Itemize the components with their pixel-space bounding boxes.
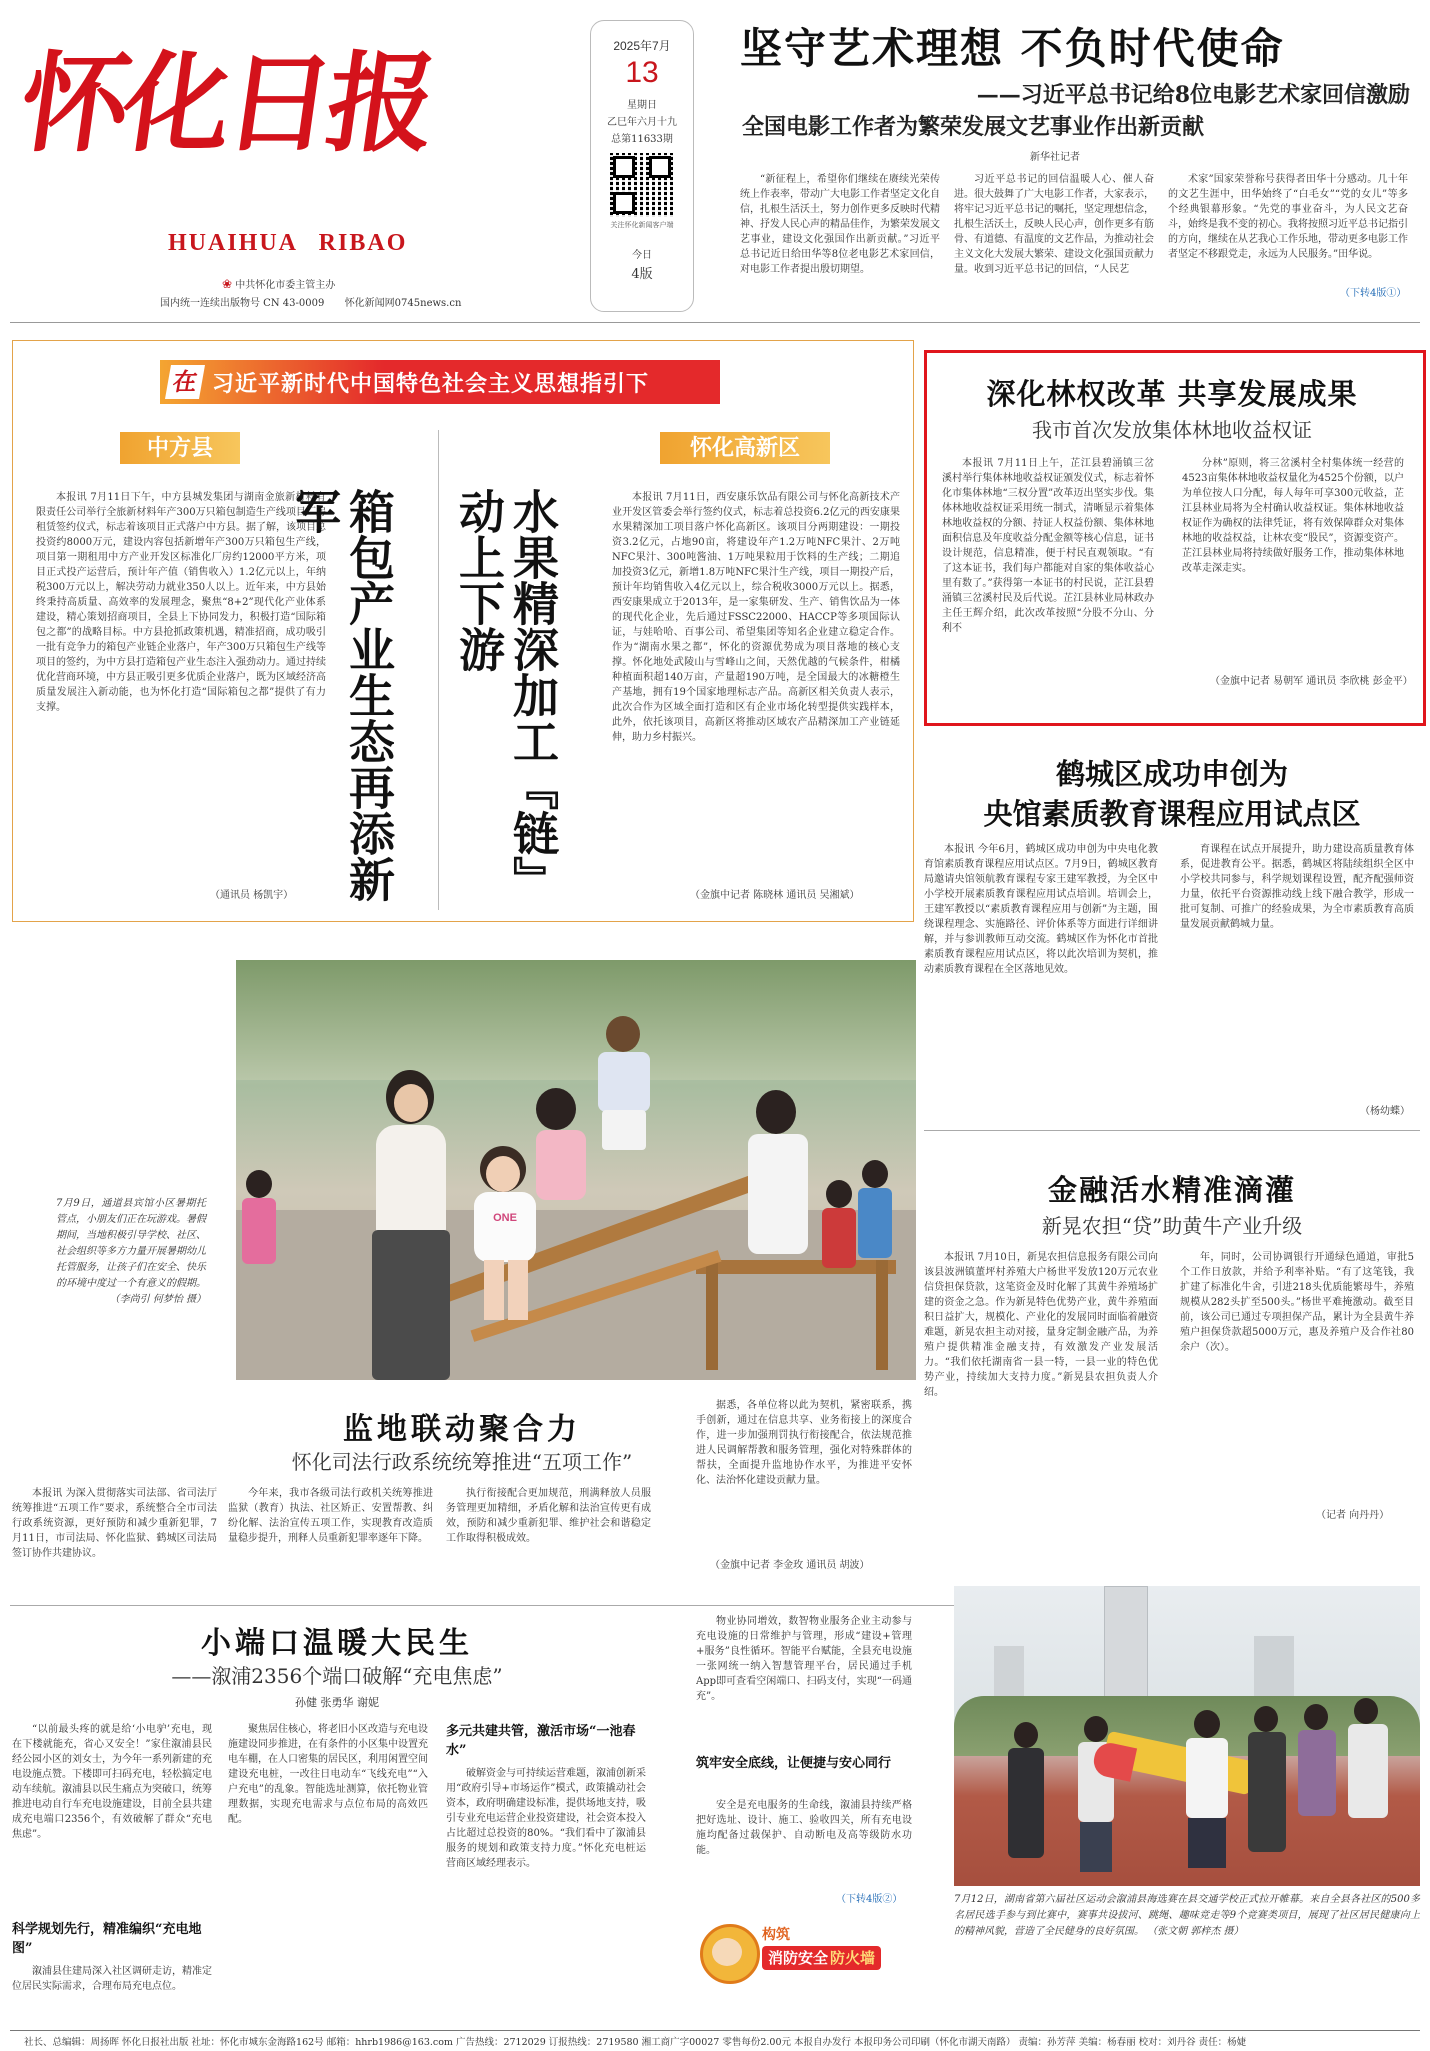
fire-logo-text-3: 防火墙 — [830, 1949, 876, 1967]
gaoxin-tag — [660, 432, 830, 464]
zhongfang-tag-label: 中方县 — [146, 435, 213, 461]
hecheng-col-2: 育课程在试点开展提升，助力建设高质量教育体系，促进教育公平。据悉，鹤城区将陆续组织全区中小学校共同参与，科学规划课程设置，配齐配强师资力量，依托平台资源推动线上线下融合教学，形成一批可复制、可推广的经验成果，为全市素质教育高质量发展贡献鹤城力量。 — [1180, 844, 1414, 930]
lead-subhead-2: 全国电影工作者为繁荣发展文艺事业作出新贡献 — [742, 114, 1205, 140]
photo-kids-playground — [236, 960, 916, 1380]
gaoxin-title: 水果精深加工『链』动上下游 — [452, 488, 560, 902]
xdk-col-4: 物业协同增效，数智物业服务企业主动参与充电设施的日常维护与管理，形成“建设+管理+服务”良性循环。智能平台赋能，全县充电设施一张网统一纳入智慧管理平台，居民通过手机App即可查看空闲端口、扫码支付，实现“一码通充”。 — [696, 1616, 912, 1702]
policy-divider — [438, 430, 439, 910]
xdk-section-2: 多元共建共管，激活市场“一池春水” — [446, 1724, 636, 1758]
page-count: 4版 — [631, 267, 653, 282]
xdk-sub: ——溆浦2356个端口破解“充电焦虑” — [171, 1664, 503, 1688]
banner-zai: 在 — [165, 365, 205, 399]
footer-text: 社长、总编辑：周扬晖 怀化日报社出版 社址：怀化市城东金海路162号 邮箱：hhrb1986@163.com 广告热线：2712029 订报热线：2719580 湘工商广字00027 零售每份2.00元 本报自办发行 本报印务公司印刷（怀化市湖天南路） 责编：孙芳萍 美编：杨春丽 校对：刘丹谷 责任：杨婕 — [24, 2037, 1247, 2048]
photo2-caption-text: 7月12日，湖南省第六届社区运动会溆浦县海选赛在县交通学校正式拉开帷幕。来自全县各社区的500多名居民选手参与到比赛中，赛事共设拔河、跳绳、趣味竞走等9个竞赛类项目，展现了社区居民健康向上的精神风貌，营造了全民健身的良好氛围。 — [954, 1894, 1420, 1937]
photo2-caption — [954, 1892, 1420, 1940]
jiandi-byline: （金旗中记者 李金玫 通讯员 胡波） — [710, 1560, 870, 1571]
date-box — [590, 20, 694, 312]
linquan-byline-text: （金旗中记者 易朝军 通讯员 李欣桃 彭金平） — [1210, 676, 1413, 687]
registration-line — [160, 294, 461, 309]
registration-number: 国内统一连续出版物号 CN 43-0009 — [160, 298, 325, 309]
logo-text: 怀化日报 — [12, 41, 439, 167]
date-day: 13 — [625, 56, 659, 89]
policy-banner — [160, 360, 720, 404]
zhongfang-tag — [120, 432, 240, 464]
sponsor-text: 中共怀化市委主管主办 — [235, 280, 336, 291]
jiandi-col-3: 执行衔接配合更加规范，刑满释放人员服务管理更加精细，矛盾化解和法治宣传更有成效，预防和减少重新犯罪、维护社会和谐稳定工作取得积极成效。 — [446, 1488, 651, 1544]
gaoxin-byline: （金旗中记者 陈晓林 通讯员 吴湘斌） — [690, 890, 860, 901]
shirt-print: ONE — [493, 1212, 517, 1224]
hecheng-headline-1: 鹤城区成功申创为 — [1055, 757, 1288, 791]
xdk-jump[interactable]: （下转4版②） — [836, 1894, 903, 1905]
xdk-headline: 小端口温暖大民生 — [201, 1626, 473, 1661]
lead-col-3: 术家”国家荣誉称号获得者田华十分感动。几十年的文艺生涯中，田华始终了“白毛女”“党的女儿”等多个经典银幕形象。“先党的事业奋斗，为人民文艺奋斗，始终是我不变的初心。我将按照习近平总书记指引的方向，继续在从艺我心工作乐地，带动更多电影工作者坚定不移跟党走，永远为人民服务。”田华说。 — [1168, 174, 1408, 260]
lead-col-1: “新征程上，希望你们继续在赓续光荣传统上作表率，带动广大电影工作者坚定文化自信，扎根生活沃土，努力创作更多反映时代精神、抒发人民心声的精品佳作，为繁荣发展文艺事业，建设文化强国作出新贡献。”习近平总书记近日给田华等8位老电影艺术家回信，对电影工作者提出殷切期望。 — [740, 174, 940, 275]
today-label: 今日 — [632, 250, 652, 261]
jinrong-headline: 金融活水精准滴灌 — [1047, 1173, 1296, 1207]
fire-logo-text-2: 消防安全 — [768, 1949, 829, 1967]
date-month: 2025年7月 — [613, 39, 671, 53]
sponsor-icon: ❀ — [222, 277, 233, 291]
xdk-col-1: “以前最头疼的就是给‘小电驴’充电，现在下楼就能充，省心又安全！”家住溆浦县民经公园小区的刘女士，为今年一系列新建的充电设施点赞。下楼即可扫码充电，轻松搞定电动车续航。溆浦县以民生痛点为突破口，统筹推进电动自行车充电设施建设，目前全县共建成充电端口2356个，有效破解了群众“充电焦虑”。 — [12, 1724, 212, 1840]
zhongfang-byline: （通讯员 杨凯宇） — [210, 890, 294, 901]
linquan-col-1: 本报讯 7月11日上午，芷江县碧涌镇三岔溪村举行集体林地收益权证颁发仪式，标志着怀化市集体林地“三权分置”改革迈出坚实步伐。集体林地收益权证采用统一制式，清晰显示着集体林地收益权的分额、持证人权益份额、集体林地面积信息及年度收益分配金额等核心信息，证书设计规范，信息精准，便于村民直观领取。“有了这本证书，我们每户都能对自家的集体收益心里有数了。”获得第一本证书的村民说，芷江县碧涌镇三岔溪村民及后代说。芷江县林业局林政办主任王辉介绍，此次改革按照“分股不分山、分利不 — [942, 458, 1154, 634]
linquan-sub: 我市首次发放集体林地收益权证 — [1032, 418, 1312, 442]
qr-caption: 关注怀化新闻客户端 — [610, 221, 674, 229]
jiandi-col-1: 本报讯 为深入贯彻落实司法部、省司法厅统筹推进“五项工作”要求，系统整合全市司法行政系统资源，更好预防和减少重新犯罪，7月11日，市司法局、怀化监狱、鹤城区司法局签订协作共建协议。 — [12, 1488, 217, 1559]
issue-number: 总第11633期 — [611, 134, 673, 145]
photo1-caption-text: 7月9日，通道县宾馆小区暑期托管点，小朋友们正在玩游戏。暑假期间，当地积极引导学校、社区、社会组织等多方力量开展暑期幼儿托管服务，让孩子们在安全、快乐的环境中度过一个有意义的假期。 — [56, 1198, 206, 1289]
divider-top — [10, 322, 1420, 323]
linquan-headline: 深化林权改革 共享发展成果 — [986, 377, 1358, 411]
photo1-credit: （李尚引 何梦怡 摄） — [109, 1294, 206, 1305]
linquan-col-2: 分林”原则，将三岔溪村全村集体统一经营的4523亩集体林地收益权量化为4525个份额，以户为单位按人口分配，每人每年可享300元收益，芷江县林业局将为全村确认收益权证。集体林地收益权证作为确权的法律凭证，将有效保障群众对集体林地的收益权益，让林农变“股民”，资源变资产。芷江县林业局将持续做好服务工作，推动集体林地改革走深走实。 — [1182, 458, 1404, 574]
xdk-col-2: 聚焦居住核心，将老旧小区改造与充电设施建设同步推进，在有条件的小区集中设置充电车棚，在人口密集的居民区，利用闲置空间建设充电桩，一改往日电动车“飞线充电”“入户充电”的乱象。智能选址测算，依托物业管理数据，实现充电需求与点位布局的高效匹配。 — [228, 1724, 428, 1825]
hecheng-col-1: 本报讯 今年6月，鹤城区成功申创为中央电化教育馆素质教育课程应用试点区。7月9日，鹤城区教育局邀请央馆领航教育课程专家王建军教授，为全区中小学校开展素质教育课程应用试点培训。培训会上，王建军教授以“素质教育课程应用与创新”为主题，围绕课程理念、实施路径、评价体系等方面进行详细讲解，并与参训教师互动交流。鹤城区作为怀化市首批素质教育课程应用试点区，将以此次培训为契机，推动素质教育课程在全区落地见效。 — [924, 844, 1158, 975]
hecheng-byline: （杨幼蝶） — [1360, 1106, 1410, 1117]
jinrong-sub: 新晃农担“贷”助黄牛产业升级 — [1041, 1214, 1303, 1238]
xdk-section-1: 科学规划先行，精准编织“充电地图” — [12, 1922, 202, 1956]
jiandi-col-2: 今年来，我市各级司法行政机关统筹推进监狱（教育）执法、社区矫正、安置帮教、纠纷化解、法治宣传五项工作，实现教育改造质量稳步提升，刑释人员重新犯罪率逐年下降。 — [228, 1488, 433, 1544]
weekday: 星期日 — [627, 100, 657, 111]
lead-headline: 坚守艺术理想 不负时代使命 — [740, 24, 1285, 73]
fire-safety-logo — [700, 1918, 910, 1988]
xdk-section-3: 筑牢安全底线，让便捷与安心同行 — [696, 1756, 892, 1771]
xdk-col-1b: 溆浦县住建局深入社区调研走访，精准定位居民实际需求，合理布局充电点位。 — [12, 1966, 212, 1992]
logo-pinyin: HUAIHUA RIBAO — [168, 230, 408, 256]
website: 怀化新闻网0745news.cn — [344, 298, 462, 309]
photo1-caption — [56, 1196, 206, 1308]
jinrong-col-1: 本报讯 7月10日，新晃农担信息报务有限公司向该县波洲镇董坪村养殖大户杨世平发放120万元农业信贷担保贷款，这笔资金及时化解了其黄牛养殖场扩建的资金之急。作为新晃特色优势产业，黄牛养殖面积日益扩大，规模化、产业化的发展同时面临着融资难题，新晃农担主动对接，量身定制金融产品，为养殖户提供精准金融支持，有效激发产业发展活力。“我们依托湖南省一县一特，一县一业的特色优势产业，持续加大支持力度。”新晃县农担负责人介绍。 — [924, 1252, 1158, 1398]
jinrong-byline: （记者 向丹丹） — [1316, 1510, 1390, 1521]
xdk-col-3: 破解资金与可持续运营难题，溆浦创新采用“政府引导+市场运作”模式，政策撬动社会资本，政府明确建设标准，提供场地支持，吸引专业充电运营企业投资建设，社会资本投入占比超过总投资的80%。“我们看中了溆浦县服务的规划和政策支持力度。”怀化充电桩运营商区域经理表示。 — [446, 1768, 646, 1869]
lead-subhead-1: ——习近平总书记给8位电影艺术家回信激励 — [976, 82, 1410, 108]
xdk-byline-top: 孙健 张勇华 谢妮 — [295, 1696, 379, 1709]
divider-hecheng — [924, 1130, 1420, 1131]
lead-jump[interactable]: （下转4版①） — [1340, 288, 1407, 299]
jiandi-sub: 怀化司法行政系统统筹推进“五项工作” — [291, 1450, 633, 1474]
lead-byline: 新华社记者 — [1030, 152, 1080, 163]
hecheng-headline-2: 央馆素质教育课程应用试点区 — [983, 797, 1361, 831]
footer-rule — [10, 2030, 1420, 2031]
photo2-credit: （张文朝 郭梓杰 摄） — [1147, 1926, 1244, 1937]
photo-community-games — [954, 1586, 1420, 1886]
fire-logo-line-2 — [762, 1946, 881, 1970]
xdk-col-4b: 安全是充电服务的生命线，溆浦县持续严格把好选址、设计、施工、验收四关，所有充电设施均配备过载保护、自动断电及高等级防水功能。 — [696, 1800, 912, 1856]
banner-text: 习近平新时代中国特色社会主义思想指引下 — [212, 370, 650, 397]
sponsor-line — [222, 276, 335, 291]
fire-logo-line-1: 构筑 — [762, 1927, 790, 1943]
zhongfang-title: 箱包产业生态再添新军 — [288, 488, 396, 902]
jinrong-col-2: 年，同时，公司协调银行开通绿色通道，审批5个工作日放款，并给予利率补贴。“有了这笔钱，我扩建了标准化牛舍，引进218头优质能繁母牛，养殖规模从282头扩至500头。”杨世平难掩激动。截至目前，该公司已通过专项担保产品，累计为全县黄牛养殖户担保贷款超5000万元，惠及养殖户及合作社80余户（次）。 — [1180, 1252, 1414, 1353]
zhongfang-body: 本报讯 7月11日下午，中方县城发集团与湖南金旅新材料有限责任公司举行全旅新材料年产300万只箱包制造生产线项目厂房租赁签约仪式，标志着该项目正式落户中方县。据了解，该项目总投资约8000万元，建设内容包括新增年产300万只箱包生产线，项目第一期租用中方产业开发区标准化厂房约12000平方米，项目正式投产运营后，预计年产值（销售收入）1.2亿元以上，年纳税300万元以上，解决劳动力就业350人以上。近年来，中方县始终秉持高质量、高效率的发展理念，聚焦“8+2”现代化产业体系建设，精心策划招商项目，全县上下协同发力，积极打造“国际箱包之都”的战略目标。中方县抢抓政策机遇，精准招商，成功吸引一批有竞争力的箱包产业链企业落户，年产300万只箱包生产线等项目的签约，为中方县打造箱包产业生态注入强劲动力。通过持续优化营商环境，中方县正吸引更多优质企业落户，既为区域经济高质量发展注入新动能，也为怀化打造“国际箱包之都”提供了有力支撑。 — [36, 492, 326, 713]
jiandi-col-4: 据悉，各单位将以此为契机，紧密联系，携手创新，通过在信息共享、业务衔接上的深度合作，进一步加强刑罚执行衔接配合，依法规范推进人民调解帮教和服务管理，强化对特殊群体的帮扶，全面提升监地协作水平，为推进平安怀化、法治怀化建设贡献力量。 — [696, 1400, 912, 1486]
lunar-date: 乙巳年六月十九 — [607, 117, 677, 128]
jiandi-headline: 监地联动聚合力 — [343, 1412, 581, 1447]
lead-col-2: 习近平总书记的回信温暖人心、催人奋进。很大鼓舞了广大电影工作者，大家表示，将牢记习近平总书记的嘱托，坚定理想信念，扎根生活沃土，反映人民心声，创作更多有筋骨、有道德、有温度的文艺作品，为推动社会主义文化大发展大繁荣、建设文化强国贡献力量。收到习近平总书记的回信，“人民艺 — [954, 174, 1154, 275]
qr-code[interactable] — [610, 153, 674, 217]
masthead-logo — [10, 22, 439, 187]
gaoxin-tag-label: 怀化高新区 — [689, 435, 800, 461]
linquan-byline — [1210, 674, 1413, 689]
gaoxin-body: 本报讯 7月11日，西安康乐饮品有限公司与怀化高新技术产业开发区管委会举行签约仪式，标志着总投资6.2亿元的西安康果水果精深加工项目落户怀化高新区。该项目分两期建设：一期投资3.2亿元，占地90亩，将建设年产1.2万吨NFC果汁、2万吨NFC果汁、300吨酱油、1万吨果粒用于饮料的生产线；二期追加投资3亿元，新增1.8万吨NFC果汁生产线，项目一期投产后，预计年均销售收入4亿元以上，综合税收3000万元以上。据悉，西安康果成立于2013年，是一家集研发、生产、销售饮品为一体的现代化企业，先后通过FSSC22000、HACCP等多项国际认证，与娃哈哈、百事公司、希望集团等知名企业建立稳定合作。作为“湖南水果之都”，怀化的资源优势成为项目落地的核心支撑。怀化地处武陵山与雪峰山之间，天然优越的气候条件，柑橘种植面积超140万亩，产量超190万吨，是全国最大的冰糖橙生产基地，拥有19个国家地理标志产品。高新区相关负责人表示，此次合作为区域全面打造和区有企业市场化转型提供实践样本，此外，依托该项目，高新区将推动区域农产品精深加工产业链延伸，助力乡村振兴。 — [612, 492, 900, 743]
